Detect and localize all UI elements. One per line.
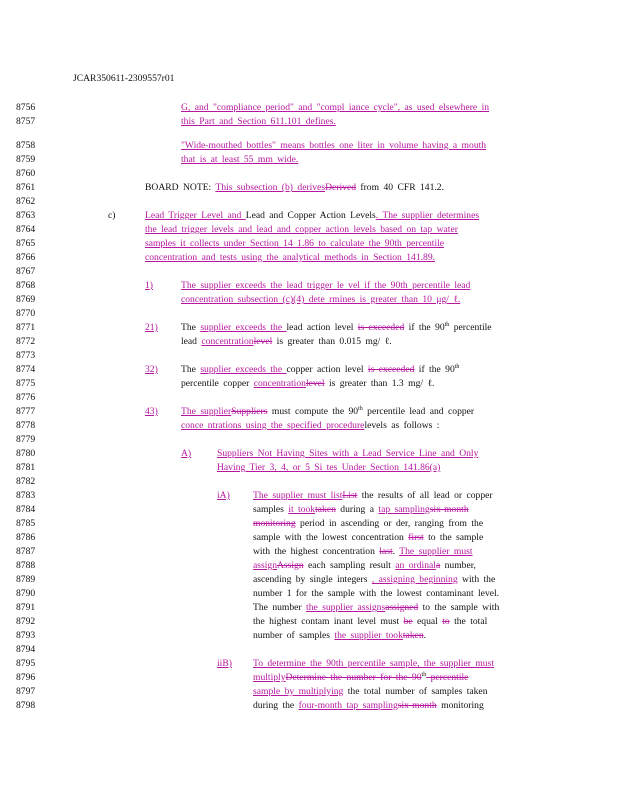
document-line: [0, 560, 618, 574]
line-text: [145, 182, 444, 193]
line-number: 8769: [16, 294, 36, 305]
plain-text: during the: [253, 700, 299, 711]
inserted-text: To determine the 90th percentile sample, the supplier must: [253, 658, 494, 669]
line-number: 8791: [16, 602, 36, 613]
line-number: 8767: [16, 266, 36, 277]
line-number: 8786: [16, 532, 36, 543]
document-line: [0, 308, 618, 322]
inserted-text: The supplier: [181, 406, 232, 417]
plain-text: percentile copper: [181, 378, 254, 389]
line-number: 8760: [16, 168, 36, 179]
plain-text: if the 90: [414, 364, 455, 375]
plain-text: number of samples: [253, 630, 335, 641]
inserted-text: The supplier must: [399, 546, 473, 557]
line-number: 8756: [16, 102, 36, 113]
line-number: 8779: [16, 434, 36, 445]
deleted-text: Assign: [276, 560, 304, 571]
plain-text: number 1 for the sample with the lowest contaminant level.: [253, 588, 500, 599]
deleted-text: assigned: [385, 602, 419, 613]
list-marker: 1): [145, 280, 153, 291]
line-number: 8758: [16, 140, 36, 151]
deleted-text: be: [403, 616, 413, 627]
inserted-text: Suppliers Not Having Sites with a Lead Service Line and Only: [217, 448, 479, 459]
document-line: [0, 630, 618, 644]
plain-text: number,: [440, 560, 476, 571]
inserted-text: concentration subsection (c)(4) dete rmines is greater than 10 μg/ ℓ.: [181, 294, 461, 305]
superscript-text: th: [421, 671, 427, 678]
deleted-text: taken: [402, 630, 424, 641]
document-line: [0, 238, 618, 252]
document-line: [0, 182, 618, 196]
document-line: [0, 280, 618, 294]
line-text: [253, 504, 469, 515]
line-number: 8773: [16, 350, 36, 361]
line-text: [181, 364, 459, 375]
line-text: [253, 616, 487, 627]
line-number: 8790: [16, 588, 36, 599]
plain-text: BOARD NOTE:: [145, 182, 216, 193]
line-number: 8757: [16, 116, 36, 127]
line-number: 8787: [16, 546, 36, 557]
line-number: 8772: [16, 336, 36, 347]
inserted-text: the supplier assigns: [306, 602, 386, 613]
line-number: 8776: [16, 392, 36, 403]
deleted-text: six-month: [397, 700, 437, 711]
plain-text: levels as follows :: [364, 420, 440, 431]
line-number: 8783: [16, 490, 36, 501]
deleted-text: level: [253, 336, 273, 347]
line-text: [181, 294, 460, 305]
line-text: [145, 238, 444, 249]
document-line: [0, 602, 618, 616]
inserted-text: G, and "compliance period" and "compl iance cycle", as used elsewhere in: [181, 102, 490, 113]
deleted-text: taken: [315, 504, 336, 515]
line-text: [253, 700, 484, 711]
list-marker: 21): [145, 322, 158, 333]
plain-text: lead action level: [286, 322, 358, 333]
document-line: [0, 462, 618, 476]
line-text: [181, 420, 439, 431]
plain-text: percentile lead and copper: [362, 406, 475, 417]
plain-text: .: [423, 630, 427, 641]
inserted-text: concentration: [253, 378, 306, 389]
line-text: [217, 462, 440, 473]
document-line: [0, 116, 618, 130]
deleted-text: level: [305, 378, 325, 389]
document-id-header: JCAR350611-2309557r01: [73, 73, 175, 84]
inserted-text: assign: [253, 560, 277, 571]
line-text: [145, 210, 479, 221]
line-text: [253, 602, 499, 613]
plain-text: ascending by single integers: [253, 574, 372, 585]
inserted-text: sample by multiplying: [253, 686, 344, 697]
superscript-text: th: [444, 321, 450, 328]
line-number: 8765: [16, 238, 36, 249]
document-line: [0, 252, 618, 266]
inserted-text: it took: [288, 504, 316, 515]
line-number: 8766: [16, 252, 36, 263]
inserted-text: four-month tap sampling: [298, 700, 398, 711]
document-line: [0, 420, 618, 434]
line-number: 8785: [16, 518, 36, 529]
plain-text: the total: [449, 616, 488, 627]
inserted-text: an ordinal: [395, 560, 436, 571]
list-marker: 32): [145, 364, 158, 375]
inserted-text: concentration and tests using the analytical methods in Section 141.89.: [145, 252, 436, 263]
plain-text: the highest contam inant level must: [253, 616, 404, 627]
plain-text: copper action level: [286, 364, 368, 375]
line-number: 8777: [16, 406, 36, 417]
line-number: 8770: [16, 308, 36, 319]
line-number: 8798: [16, 700, 36, 711]
deleted-text: six-month: [429, 504, 469, 515]
document-line: [0, 700, 618, 714]
line-text: [253, 658, 494, 669]
line-text: [253, 686, 488, 697]
deleted-text: Derived: [325, 182, 357, 193]
document-line: [0, 336, 618, 350]
line-text: [181, 280, 470, 291]
plain-text: The number: [253, 602, 307, 613]
document-line: [0, 588, 618, 602]
line-text: [181, 336, 392, 347]
plain-text: during a: [335, 504, 379, 515]
list-marker: 43): [145, 406, 158, 417]
plain-text: .: [392, 546, 400, 557]
superscript-text: th: [358, 405, 363, 412]
inserted-text: conce ntrations using the specified procedure: [181, 420, 365, 431]
line-text: [181, 140, 486, 151]
line-text: [253, 630, 426, 641]
document-line: [0, 448, 618, 462]
deleted-text: last: [379, 546, 393, 557]
line-text: [181, 378, 434, 389]
line-number: 8797: [16, 686, 36, 697]
plain-text: to the sample with: [418, 602, 500, 613]
deleted-text: percentile: [426, 672, 469, 683]
line-number: 8796: [16, 672, 36, 683]
document-line: [0, 532, 618, 546]
line-text: [181, 116, 336, 127]
document-line: [0, 616, 618, 630]
line-number: 8795: [16, 658, 36, 669]
deleted-text: first: [408, 532, 424, 543]
inserted-text: concentration: [201, 336, 254, 347]
line-text: [253, 560, 476, 571]
plain-text: Lead and Copper Action Levels: [245, 210, 376, 221]
inserted-text: that is at least 55 mm wide.: [181, 154, 299, 165]
document-line: [0, 658, 618, 672]
line-number: 8774: [16, 364, 36, 375]
inserted-text: samples it collects under Section 14 1.86 to calculate the 90th percentile: [145, 238, 445, 249]
line-text: [181, 154, 298, 165]
line-number: 8759: [16, 154, 36, 165]
line-number: 8761: [16, 182, 36, 193]
line-text: [253, 546, 473, 557]
document-line: [0, 406, 618, 420]
inserted-text: this Part and Section 611.101 defines.: [181, 116, 336, 127]
plain-text: lead: [181, 336, 202, 347]
deleted-text: a: [435, 560, 441, 571]
inserted-text: Having Tier 3, 4, or 5 Si tes Under Section 141.86(a): [217, 462, 441, 473]
plain-text: is greater than 0.015 mg/ ℓ.: [272, 336, 392, 347]
document-line: [0, 196, 618, 210]
document-line: [0, 168, 618, 182]
line-number: 8762: [16, 196, 36, 207]
plain-text: sample with the lowest concentration: [253, 532, 409, 543]
line-number: 8788: [16, 560, 36, 571]
line-text: [253, 490, 493, 501]
line-number: 8792: [16, 616, 36, 627]
plain-text: with the highest concentration: [253, 546, 380, 557]
line-text: [145, 252, 435, 263]
superscript-text: th: [454, 363, 460, 370]
line-number: 8789: [16, 574, 36, 585]
plain-text: the total number of samples taken: [343, 686, 488, 697]
document-line: [0, 140, 618, 154]
line-text: [181, 406, 474, 417]
deleted-text: List: [342, 490, 358, 501]
line-text: [253, 588, 499, 599]
plain-text: with the: [457, 574, 496, 585]
line-text: [181, 102, 489, 113]
plain-text: percentile: [449, 322, 492, 333]
plain-text: to the sample: [423, 532, 484, 543]
plain-text: The: [181, 322, 201, 333]
inserted-text: The supplier exceeds the lead trigger le vel if the 90th percentile lead: [181, 280, 471, 291]
line-number: 8793: [16, 630, 36, 641]
deleted-text: Determine the number for the 90: [285, 672, 422, 683]
inserted-text: tap sampling: [378, 504, 430, 515]
document-line: [0, 266, 618, 280]
inserted-text: . The supplier determines: [375, 210, 480, 221]
inserted-text: This subsection (b) derives: [215, 182, 326, 193]
line-number: 8775: [16, 378, 36, 389]
document-line: [0, 350, 618, 364]
document-line: [0, 672, 618, 686]
plain-text: from 40 CFR 141.2.: [356, 182, 444, 193]
list-marker: iA): [217, 490, 230, 501]
inserted-text: supplier exceeds the: [200, 364, 287, 375]
plain-text: is greater than 1.3 mg/ ℓ.: [324, 378, 435, 389]
line-number: 8794: [16, 644, 36, 655]
line-number: 8764: [16, 224, 36, 235]
plain-text: each sampling result: [303, 560, 396, 571]
deleted-text: is exceeded: [357, 322, 405, 333]
plain-text: monitoring: [436, 700, 484, 711]
document-line: [0, 574, 618, 588]
line-number: 8780: [16, 448, 36, 459]
document-line: [0, 518, 618, 532]
document-line: [0, 476, 618, 490]
plain-text: samples: [253, 504, 289, 515]
plain-text: the results of all lead or copper: [357, 490, 493, 501]
plain-text: equal: [412, 616, 443, 627]
line-number: 8771: [16, 322, 36, 333]
line-number: 8778: [16, 420, 36, 431]
document-line: [0, 490, 618, 504]
document-line: [0, 210, 618, 224]
line-text: [217, 448, 478, 459]
inserted-text: the lead trigger levels and lead and copper action levels based on tap water: [145, 224, 458, 235]
line-text: [253, 574, 495, 585]
line-text: [253, 518, 483, 529]
document-line: [0, 154, 618, 168]
line-number: 8763: [16, 210, 36, 221]
inserted-text: , assigning beginning: [371, 574, 458, 585]
document-line: [0, 546, 618, 560]
list-marker: A): [181, 448, 192, 459]
list-marker: iiB): [217, 658, 232, 669]
inserted-text: the supplier took: [334, 630, 403, 641]
inserted-text: The supplier must list: [253, 490, 343, 501]
document-line: [0, 294, 618, 308]
deleted-text: to: [442, 616, 450, 627]
plain-text: must compute the 90: [267, 406, 359, 417]
document-line: [0, 504, 618, 518]
inserted-text: Lead Trigger Level and: [145, 210, 246, 221]
plain-text: if the 90: [404, 322, 445, 333]
plain-text: The: [181, 364, 201, 375]
document-line: [0, 434, 618, 448]
line-number: 8784: [16, 504, 36, 515]
deleted-text: monitoring: [253, 518, 296, 529]
document-line: [0, 364, 618, 378]
document-line: [0, 644, 618, 658]
line-text: [253, 672, 468, 683]
line-number: 8781: [16, 462, 36, 473]
plain-text: period in ascending or der, ranging from the: [295, 518, 484, 529]
deleted-text: Suppliers: [231, 406, 268, 417]
inserted-text: "Wide-mouthed bottles" means bottles one liter in volume having a mouth: [181, 140, 487, 151]
line-text: [181, 322, 492, 333]
inserted-text: supplier exceeds the: [200, 322, 287, 333]
document-line: [0, 686, 618, 700]
document-line: [0, 378, 618, 392]
list-marker: c): [108, 210, 116, 221]
inserted-text: multiply: [253, 672, 286, 683]
document-line: [0, 102, 618, 116]
line-number: 8768: [16, 280, 36, 291]
line-text: [145, 224, 458, 235]
document-line: [0, 224, 618, 238]
line-text: [253, 532, 483, 543]
line-number: 8782: [16, 476, 36, 487]
document-line: [0, 322, 618, 336]
deleted-text: is exceeded: [367, 364, 415, 375]
document-line: [0, 392, 618, 406]
